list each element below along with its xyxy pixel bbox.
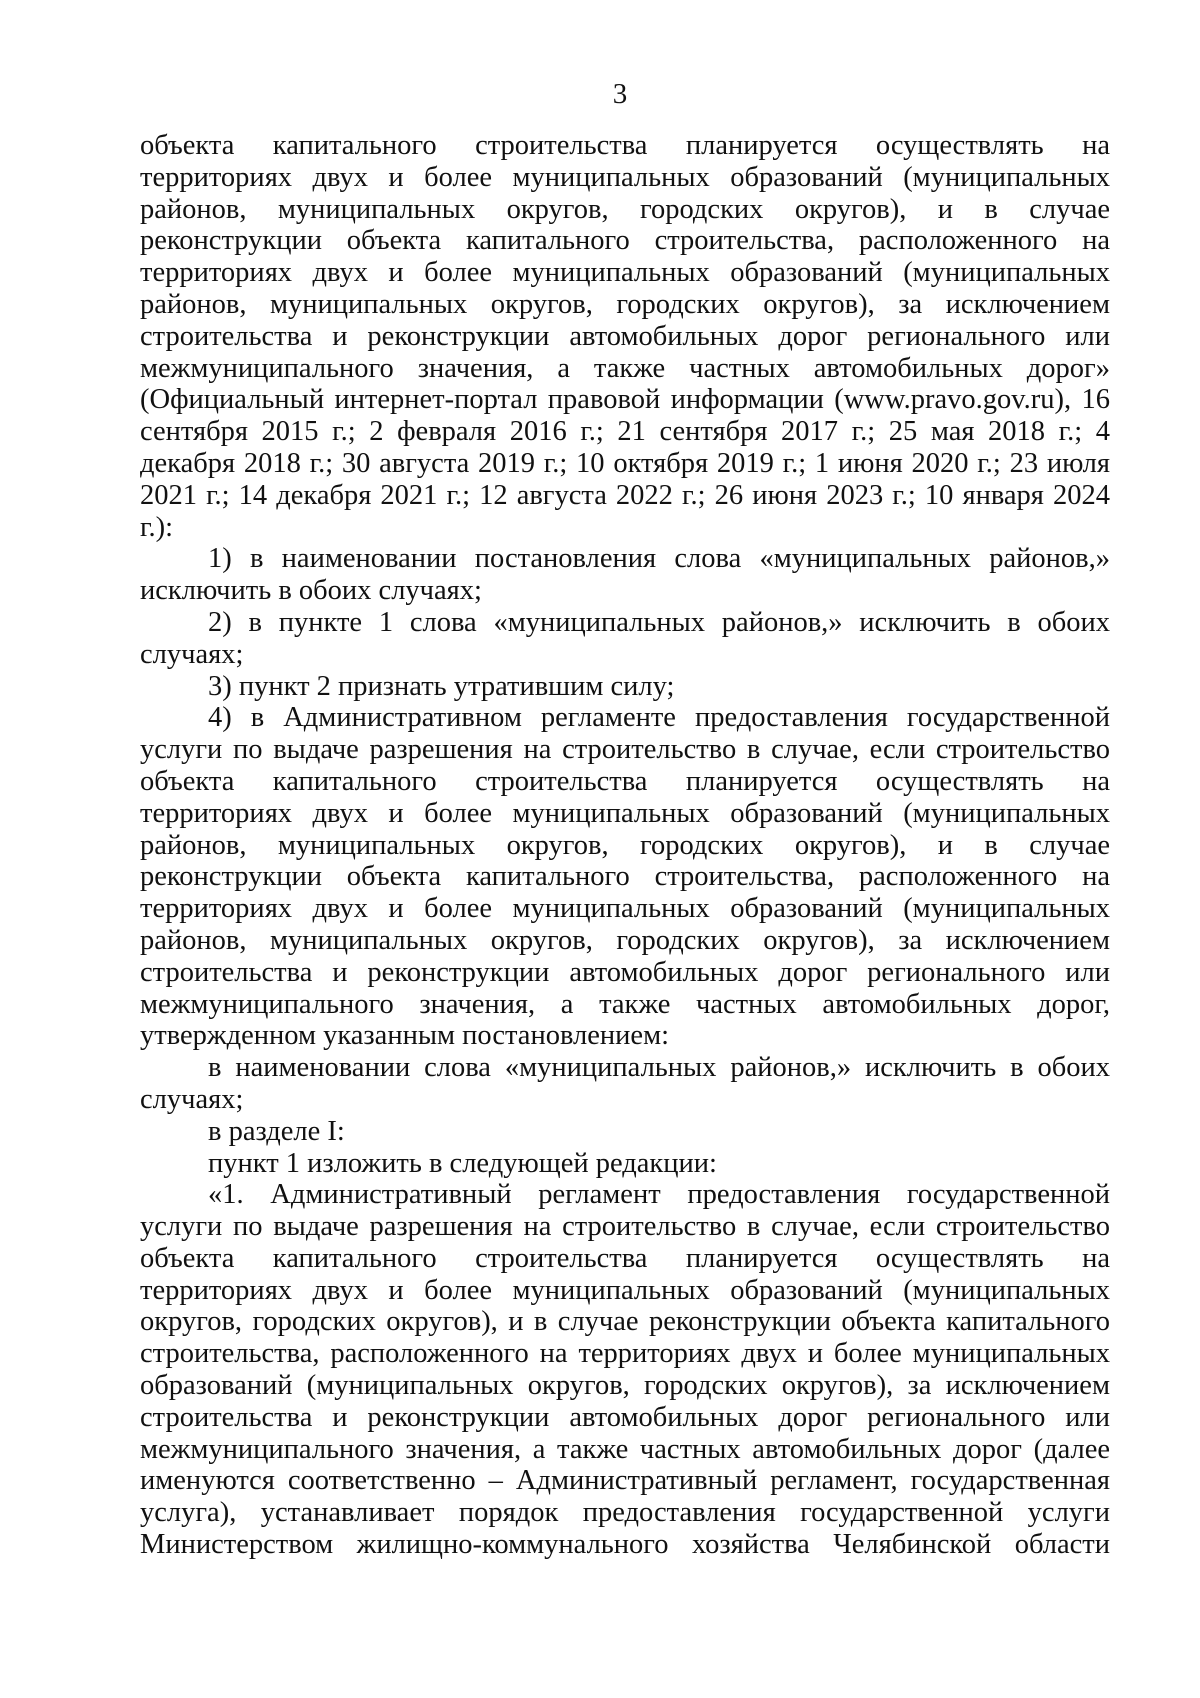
paragraph-point-1-text: «1. Административный регламент предоставления государственной услуги по выдаче разрешения на строительство в случае, если строительство объекта капитального строительства планируется осуществлять на территориях двух и более муниципальных образований (муниципальных округов, городских округов), и в случае реконструкции объекта капитального строительства, расположенного на территориях двух и более муниципальных образований (муниципальных округов, городских округов), за исключением строительства и реконструкции автомобильных дорог регионального или межмуниципального значения, а также частных автомобильных дорог (далее именуются соответственно – Административный регламент, государственная услуга), устанавливает порядок предоставления государственной услуги Министерством жилищно-коммунального хозяйства Челябинской области [140, 1179, 1110, 1561]
document-body [140, 130, 1110, 1561]
paragraph-continuation: объекта капитального строительства планируется осуществлять на территориях двух и более муниципальных образований (муниципальных районов, муниципальных округов, городских округов), и в случае реконструкции объекта капитального строительства, расположенного на территориях двух и более муниципальных образований (муниципальных районов, муниципальных округов, городских округов), за исключением строительства и реконструкции автомобильных дорог регионального или межмуниципального значения, а также частных автомобильных дорог» (Официальный интернет-портал правовой информации (www.pravo.gov.ru), 16 сентября 2015 г.; 2 февраля 2016 г.; 21 сентября 2017 г.; 25 мая 2018 г.; 4 декабря 2018 г.; 30 августа 2019 г.; 10 октября 2019 г.; 1 июня 2020 г.; 23 июля 2021 г.; 14 декабря 2021 г.; 12 августа 2022 г.; 26 июня 2023 г.; 10 января 2024 г.): [140, 130, 1110, 543]
paragraph-item-2: 2) в пункте 1 слова «муниципальных районов,» исключить в обоих случаях; [140, 606, 1110, 670]
paragraph-item-4: 4) в Административном регламенте предоставления государственной услуги по выдаче разрешения на строительство в случае, если строительство объекта капитального строительства планируется осуществлять на территориях двух и более муниципальных образований (муниципальных районов, муниципальных округов, городских округов), и в случае реконструкции объекта капитального строительства, расположенного на территориях двух и более муниципальных образований (муниципальных районов, муниципальных округов, городских округов), за исключением строительства и реконструкции автомобильных дорог регионального или межмуниципального значения, а также частных автомобильных дорог, утвержденном указанным постановлением: [140, 702, 1110, 1052]
paragraph-item-3: 3) пункт 2 признать утратившим силу; [208, 670, 675, 702]
paragraph-point-1-intro: пункт 1 изложить в следующей редакции: [208, 1147, 717, 1179]
paragraph-section-1: в разделе I: [208, 1115, 345, 1147]
paragraph-item-1: 1) в наименовании постановления слова «муниципальных районов,» исключить в обоих случаях; [140, 543, 1110, 607]
page-number: 3 [612, 78, 628, 110]
paragraph-title-change: в наименовании слова «муниципальных районов,» исключить в обоих случаях; [140, 1052, 1110, 1115]
